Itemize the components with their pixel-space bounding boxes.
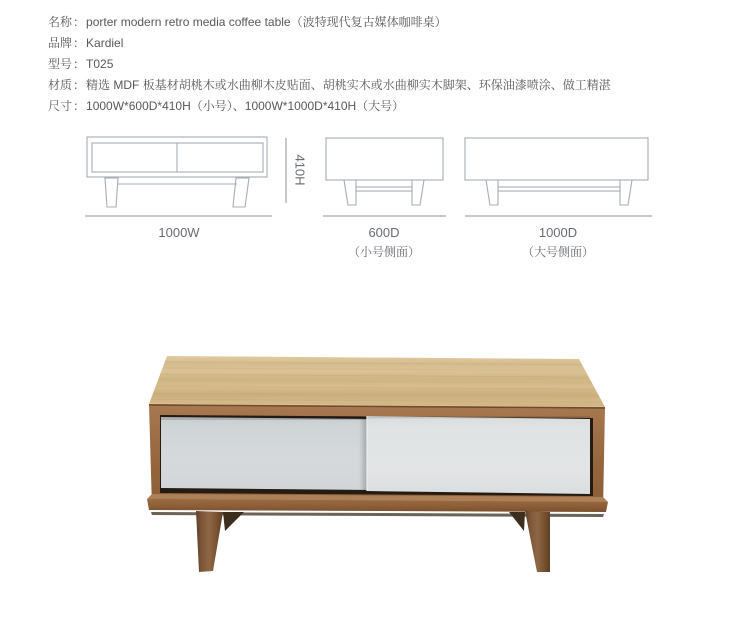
spec-value: T025 <box>86 57 114 71</box>
rear-right-leg-shadow <box>509 512 525 531</box>
spec-value: porter modern retro media coffee table（波特现代复古媒体咖啡桌） <box>86 15 447 29</box>
spec-separator: ： <box>73 99 86 113</box>
front-right-leg <box>233 178 249 207</box>
spec-row-brand <box>48 33 611 54</box>
front-width-label: 1000W <box>158 225 200 240</box>
tabletop <box>149 356 605 407</box>
leg-left <box>196 511 223 572</box>
spec-label: 材质 <box>48 78 73 92</box>
side-large-right-leg <box>620 180 632 205</box>
spec-row-material <box>48 75 611 96</box>
spec-value: 精选 MDF 板基材胡桃木或水曲柳木皮贴面、胡桃实木或水曲柳实木脚架、环保油漆喷涂、做工精湛 <box>86 78 611 92</box>
product-photo <box>130 340 620 580</box>
door-right <box>367 416 590 494</box>
door-right-top-shadow <box>367 416 590 419</box>
side-large-caption: （大号侧面） <box>521 245 595 259</box>
door-left-top-shadow <box>161 417 373 420</box>
door-overlap-shadow <box>359 418 367 491</box>
spec-separator: ： <box>73 78 86 92</box>
legs <box>196 511 550 572</box>
stretcher-bar <box>356 187 412 191</box>
leg-right <box>525 511 550 572</box>
spec-separator: ： <box>73 15 86 29</box>
cabinet-body <box>149 404 605 510</box>
spec-row-size <box>48 96 611 117</box>
side-small-right-leg <box>412 180 424 205</box>
side-large-left-leg <box>486 180 498 205</box>
spec-value: 1000W*600D*410H（小号）、1000W*1000D*410H（大号） <box>86 99 405 113</box>
front-height-label: 410H <box>292 154 308 186</box>
spec-value: Kardiel <box>86 36 124 50</box>
side-view-large-drawing <box>465 138 652 259</box>
side-small-left-leg <box>344 180 356 205</box>
spec-label: 品牌 <box>48 36 73 50</box>
spec-row-model <box>48 54 611 75</box>
side-small-caption: （小号侧面） <box>347 245 421 259</box>
dimension-drawings <box>60 128 680 264</box>
front-view-drawing <box>85 137 308 240</box>
spec-separator: ： <box>73 57 86 71</box>
spec-row-name <box>48 12 611 33</box>
spec-list <box>48 12 611 117</box>
front-left-leg <box>105 178 118 207</box>
spec-separator: ： <box>73 36 86 50</box>
spec-label: 型号 <box>48 57 73 71</box>
spec-label: 尺寸 <box>48 99 73 113</box>
side-large-depth-label: 1000D <box>538 225 578 240</box>
rear-left-leg-shadow <box>223 512 244 531</box>
stretcher-bar <box>498 187 620 191</box>
side-small-depth-label: 600D <box>368 225 400 240</box>
door-left <box>161 417 373 490</box>
side-view-small-drawing <box>323 138 446 259</box>
spec-label: 名称 <box>48 15 73 29</box>
